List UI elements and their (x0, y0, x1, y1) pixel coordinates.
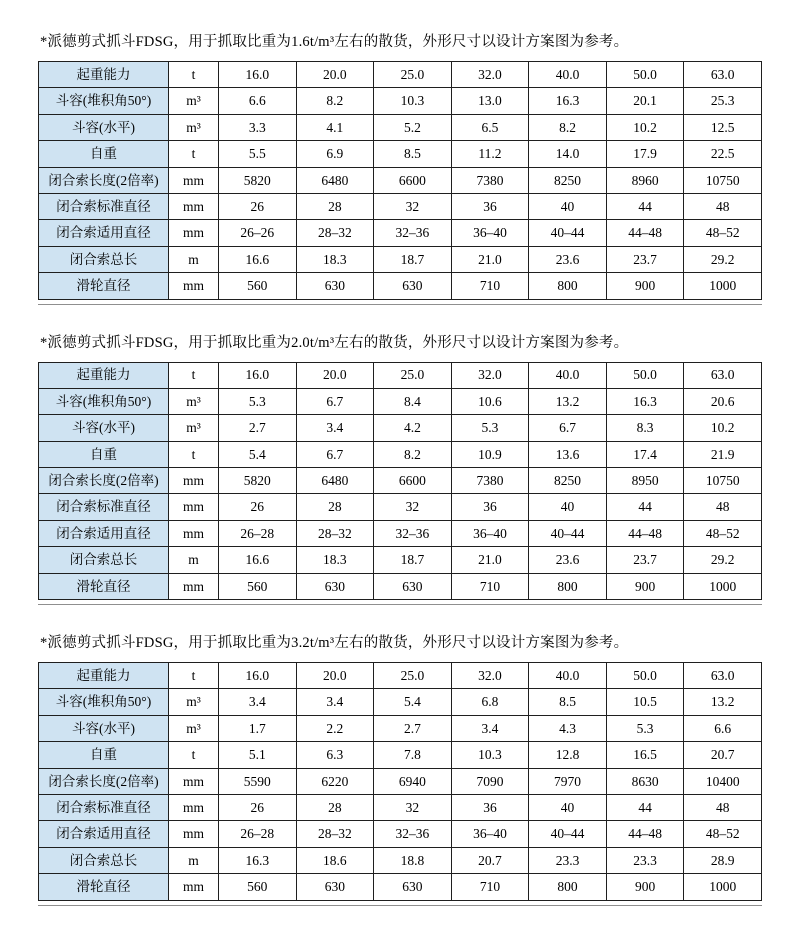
value-cell: 26 (219, 494, 297, 520)
value-cell: 10.6 (451, 388, 529, 414)
value-cell: 29.2 (684, 547, 762, 573)
value-cell: 16.3 (219, 847, 297, 873)
spec-section-2 (38, 334, 762, 606)
value-cell: 630 (374, 874, 452, 900)
row-label: 闭合索总长 (39, 547, 169, 573)
value-cell: 23.6 (529, 246, 607, 272)
table-underline (38, 362, 762, 606)
value-cell: 16.5 (606, 742, 684, 768)
spec-table (38, 61, 762, 300)
row-label: 斗容(堆积角50°) (39, 388, 169, 414)
table-row (39, 794, 762, 820)
value-cell: 48–52 (684, 220, 762, 246)
table-row (39, 273, 762, 299)
value-cell: 6.8 (451, 689, 529, 715)
value-cell: 40–44 (529, 520, 607, 546)
value-cell: 48 (684, 794, 762, 820)
value-cell: 8250 (529, 468, 607, 494)
table-row (39, 114, 762, 140)
value-cell: 6.3 (296, 742, 374, 768)
value-cell: 32.0 (451, 62, 529, 88)
value-cell: 16.0 (219, 62, 297, 88)
value-cell: 3.4 (219, 689, 297, 715)
value-cell: 5.4 (374, 689, 452, 715)
value-cell: 8630 (606, 768, 684, 794)
value-cell: 40 (529, 494, 607, 520)
value-cell: 48 (684, 193, 762, 219)
row-unit: mm (169, 273, 219, 299)
value-cell: 20.0 (296, 362, 374, 388)
row-unit: m³ (169, 689, 219, 715)
value-cell: 5.3 (606, 715, 684, 741)
value-cell: 16.0 (219, 663, 297, 689)
value-cell: 25.3 (684, 88, 762, 114)
value-cell: 50.0 (606, 663, 684, 689)
value-cell: 48 (684, 494, 762, 520)
value-cell: 6.6 (219, 88, 297, 114)
value-cell: 5820 (219, 167, 297, 193)
spec-table (38, 662, 762, 901)
value-cell: 40.0 (529, 62, 607, 88)
value-cell: 6480 (296, 468, 374, 494)
value-cell: 32–36 (374, 520, 452, 546)
value-cell: 16.6 (219, 547, 297, 573)
table-caption: *派德剪式抓斗FDSG，用于抓取比重为1.6t/m³左右的散货，外形尺寸以设计方案图为参考。 (40, 34, 629, 50)
row-unit: t (169, 441, 219, 467)
value-cell: 13.2 (529, 388, 607, 414)
value-cell: 13.2 (684, 689, 762, 715)
value-cell: 36–40 (451, 220, 529, 246)
value-cell: 23.3 (606, 847, 684, 873)
row-label: 闭合索适用直径 (39, 520, 169, 546)
value-cell: 8.2 (296, 88, 374, 114)
value-cell: 28 (296, 193, 374, 219)
value-cell: 5590 (219, 768, 297, 794)
table-row (39, 663, 762, 689)
value-cell: 63.0 (684, 62, 762, 88)
value-cell: 44 (606, 193, 684, 219)
value-cell: 560 (219, 573, 297, 599)
table-row (39, 362, 762, 388)
table-row (39, 742, 762, 768)
value-cell: 26–28 (219, 520, 297, 546)
value-cell: 13.0 (451, 88, 529, 114)
value-cell: 32 (374, 193, 452, 219)
table-row (39, 415, 762, 441)
row-unit: t (169, 141, 219, 167)
value-cell: 36–40 (451, 821, 529, 847)
value-cell: 40 (529, 193, 607, 219)
value-cell: 50.0 (606, 62, 684, 88)
row-unit: mm (169, 874, 219, 900)
value-cell: 4.2 (374, 415, 452, 441)
value-cell: 48–52 (684, 821, 762, 847)
value-cell: 6600 (374, 468, 452, 494)
value-cell: 26–28 (219, 821, 297, 847)
value-cell: 29.2 (684, 246, 762, 272)
table-caption: *派德剪式抓斗FDSG，用于抓取比重为3.2t/m³左右的散货，外形尺寸以设计方案图为参考。 (40, 635, 629, 652)
row-label: 自重 (39, 742, 169, 768)
value-cell: 10.5 (606, 689, 684, 715)
value-cell: 2.7 (219, 415, 297, 441)
value-cell: 18.3 (296, 246, 374, 272)
value-cell: 10.3 (451, 742, 529, 768)
value-cell: 16.3 (606, 388, 684, 414)
row-label: 起重能力 (39, 663, 169, 689)
value-cell: 32 (374, 494, 452, 520)
value-cell: 36 (451, 794, 529, 820)
value-cell: 36 (451, 494, 529, 520)
value-cell: 28–32 (296, 520, 374, 546)
table-row (39, 768, 762, 794)
value-cell: 63.0 (684, 362, 762, 388)
value-cell: 3.4 (296, 415, 374, 441)
row-unit: t (169, 62, 219, 88)
table-row (39, 494, 762, 520)
spec-section-1 (38, 33, 762, 305)
value-cell: 7380 (451, 167, 529, 193)
table-row (39, 167, 762, 193)
value-cell: 16.0 (219, 362, 297, 388)
value-cell: 44–48 (606, 520, 684, 546)
value-cell: 28–32 (296, 821, 374, 847)
value-cell: 6.5 (451, 114, 529, 140)
value-cell: 630 (296, 874, 374, 900)
value-cell: 5.3 (219, 388, 297, 414)
row-unit: m³ (169, 415, 219, 441)
value-cell: 25.0 (374, 62, 452, 88)
value-cell: 10400 (684, 768, 762, 794)
row-unit: mm (169, 494, 219, 520)
value-cell: 6.9 (296, 141, 374, 167)
table-row (39, 573, 762, 599)
value-cell: 32 (374, 794, 452, 820)
row-label: 闭合索标准直径 (39, 193, 169, 219)
value-cell: 32–36 (374, 821, 452, 847)
value-cell: 13.6 (529, 441, 607, 467)
value-cell: 17.4 (606, 441, 684, 467)
row-label: 斗容(堆积角50°) (39, 689, 169, 715)
table-row (39, 441, 762, 467)
row-label: 闭合索长度(2倍率) (39, 768, 169, 794)
table-row (39, 874, 762, 900)
row-label: 闭合索总长 (39, 246, 169, 272)
table-row (39, 715, 762, 741)
row-label: 斗容(堆积角50°) (39, 88, 169, 114)
row-label: 闭合索长度(2倍率) (39, 468, 169, 494)
value-cell: 48–52 (684, 520, 762, 546)
row-label: 闭合索长度(2倍率) (39, 167, 169, 193)
value-cell: 40–44 (529, 220, 607, 246)
value-cell: 16.3 (529, 88, 607, 114)
value-cell: 1.7 (219, 715, 297, 741)
value-cell: 8.5 (529, 689, 607, 715)
value-cell: 6940 (374, 768, 452, 794)
value-cell: 20.6 (684, 388, 762, 414)
row-unit: m³ (169, 114, 219, 140)
value-cell: 800 (529, 273, 607, 299)
table-row (39, 689, 762, 715)
value-cell: 900 (606, 273, 684, 299)
value-cell: 10.3 (374, 88, 452, 114)
table-caption: *派德剪式抓斗FDSG，用于抓取比重为2.0t/m³左右的散货，外形尺寸以设计方案图为参考。 (40, 334, 629, 351)
table-row (39, 62, 762, 88)
value-cell: 4.3 (529, 715, 607, 741)
value-cell: 22.5 (684, 141, 762, 167)
value-cell: 8.4 (374, 388, 452, 414)
spec-table (38, 362, 762, 601)
row-label: 起重能力 (39, 362, 169, 388)
value-cell: 5.5 (219, 141, 297, 167)
value-cell: 10750 (684, 167, 762, 193)
row-label: 闭合索标准直径 (39, 794, 169, 820)
value-cell: 10.2 (606, 114, 684, 140)
row-unit: m (169, 246, 219, 272)
row-label: 闭合索总长 (39, 847, 169, 873)
value-cell: 1000 (684, 273, 762, 299)
value-cell: 7090 (451, 768, 529, 794)
value-cell: 25.0 (374, 663, 452, 689)
value-cell: 63.0 (684, 663, 762, 689)
value-cell: 900 (606, 874, 684, 900)
value-cell: 4.1 (296, 114, 374, 140)
value-cell: 18.7 (374, 547, 452, 573)
value-cell: 36–40 (451, 520, 529, 546)
value-cell: 7970 (529, 768, 607, 794)
value-cell: 6.7 (529, 415, 607, 441)
value-cell: 6.7 (296, 441, 374, 467)
value-cell: 26 (219, 794, 297, 820)
table-row (39, 88, 762, 114)
value-cell: 3.4 (296, 689, 374, 715)
value-cell: 8.2 (374, 441, 452, 467)
value-cell: 8950 (606, 468, 684, 494)
value-cell: 23.6 (529, 547, 607, 573)
value-cell: 1000 (684, 573, 762, 599)
value-cell: 5820 (219, 468, 297, 494)
value-cell: 6.7 (296, 388, 374, 414)
row-unit: t (169, 362, 219, 388)
value-cell: 28.9 (684, 847, 762, 873)
value-cell: 8250 (529, 167, 607, 193)
value-cell: 40–44 (529, 821, 607, 847)
row-unit: mm (169, 167, 219, 193)
value-cell: 710 (451, 273, 529, 299)
table-underline (38, 61, 762, 305)
value-cell: 6220 (296, 768, 374, 794)
row-unit: t (169, 742, 219, 768)
value-cell: 28 (296, 794, 374, 820)
table-row (39, 520, 762, 546)
value-cell: 800 (529, 874, 607, 900)
row-unit: t (169, 663, 219, 689)
row-label: 自重 (39, 441, 169, 467)
table-row (39, 547, 762, 573)
value-cell: 6.6 (684, 715, 762, 741)
value-cell: 630 (296, 273, 374, 299)
row-unit: mm (169, 468, 219, 494)
value-cell: 23.7 (606, 246, 684, 272)
value-cell: 10750 (684, 468, 762, 494)
value-cell: 23.7 (606, 547, 684, 573)
value-cell: 800 (529, 573, 607, 599)
value-cell: 20.7 (684, 742, 762, 768)
value-cell: 36 (451, 193, 529, 219)
row-label: 滑轮直径 (39, 573, 169, 599)
value-cell: 710 (451, 573, 529, 599)
row-unit: m (169, 547, 219, 573)
value-cell: 630 (374, 573, 452, 599)
value-cell: 44–48 (606, 220, 684, 246)
value-cell: 5.4 (219, 441, 297, 467)
row-unit: mm (169, 193, 219, 219)
row-unit: mm (169, 768, 219, 794)
row-label: 闭合索适用直径 (39, 821, 169, 847)
value-cell: 6600 (374, 167, 452, 193)
value-cell: 40 (529, 794, 607, 820)
row-unit: mm (169, 220, 219, 246)
value-cell: 20.0 (296, 62, 374, 88)
value-cell: 710 (451, 874, 529, 900)
table-underline (38, 662, 762, 906)
value-cell: 18.6 (296, 847, 374, 873)
value-cell: 900 (606, 573, 684, 599)
value-cell: 5.3 (451, 415, 529, 441)
table-row (39, 193, 762, 219)
value-cell: 8.2 (529, 114, 607, 140)
row-label: 斗容(水平) (39, 114, 169, 140)
row-label: 自重 (39, 141, 169, 167)
table-row (39, 220, 762, 246)
row-unit: m³ (169, 88, 219, 114)
value-cell: 3.3 (219, 114, 297, 140)
table-row (39, 468, 762, 494)
value-cell: 5.2 (374, 114, 452, 140)
value-cell: 6480 (296, 167, 374, 193)
row-unit: mm (169, 794, 219, 820)
value-cell: 44 (606, 494, 684, 520)
value-cell: 18.8 (374, 847, 452, 873)
value-cell: 20.0 (296, 663, 374, 689)
table-row (39, 246, 762, 272)
value-cell: 28 (296, 494, 374, 520)
value-cell: 12.8 (529, 742, 607, 768)
value-cell: 21.0 (451, 246, 529, 272)
row-label: 斗容(水平) (39, 415, 169, 441)
row-label: 闭合索适用直径 (39, 220, 169, 246)
value-cell: 10.9 (451, 441, 529, 467)
value-cell: 8.3 (606, 415, 684, 441)
row-unit: m (169, 847, 219, 873)
table-row (39, 821, 762, 847)
value-cell: 44–48 (606, 821, 684, 847)
table-row (39, 141, 762, 167)
value-cell: 20.7 (451, 847, 529, 873)
row-label: 斗容(水平) (39, 715, 169, 741)
row-unit: mm (169, 573, 219, 599)
row-unit: m³ (169, 388, 219, 414)
value-cell: 14.0 (529, 141, 607, 167)
value-cell: 8960 (606, 167, 684, 193)
value-cell: 7.8 (374, 742, 452, 768)
row-label: 闭合索标准直径 (39, 494, 169, 520)
value-cell: 10.2 (684, 415, 762, 441)
value-cell: 44 (606, 794, 684, 820)
value-cell: 630 (296, 573, 374, 599)
value-cell: 12.5 (684, 114, 762, 140)
value-cell: 26–26 (219, 220, 297, 246)
value-cell: 20.1 (606, 88, 684, 114)
value-cell: 5.1 (219, 742, 297, 768)
value-cell: 21.9 (684, 441, 762, 467)
row-label: 滑轮直径 (39, 874, 169, 900)
row-label: 滑轮直径 (39, 273, 169, 299)
value-cell: 21.0 (451, 547, 529, 573)
value-cell: 28–32 (296, 220, 374, 246)
value-cell: 2.2 (296, 715, 374, 741)
value-cell: 2.7 (374, 715, 452, 741)
value-cell: 560 (219, 273, 297, 299)
value-cell: 18.7 (374, 246, 452, 272)
value-cell: 7380 (451, 468, 529, 494)
value-cell: 8.5 (374, 141, 452, 167)
value-cell: 26 (219, 193, 297, 219)
value-cell: 40.0 (529, 362, 607, 388)
value-cell: 32.0 (451, 362, 529, 388)
row-unit: mm (169, 821, 219, 847)
table-row (39, 388, 762, 414)
value-cell: 18.3 (296, 547, 374, 573)
value-cell: 32–36 (374, 220, 452, 246)
table-row (39, 847, 762, 873)
value-cell: 1000 (684, 874, 762, 900)
value-cell: 16.6 (219, 246, 297, 272)
row-unit: m³ (169, 715, 219, 741)
value-cell: 50.0 (606, 362, 684, 388)
row-label: 起重能力 (39, 62, 169, 88)
value-cell: 17.9 (606, 141, 684, 167)
value-cell: 25.0 (374, 362, 452, 388)
row-unit: mm (169, 520, 219, 546)
value-cell: 23.3 (529, 847, 607, 873)
value-cell: 3.4 (451, 715, 529, 741)
value-cell: 40.0 (529, 663, 607, 689)
value-cell: 11.2 (451, 141, 529, 167)
value-cell: 630 (374, 273, 452, 299)
value-cell: 560 (219, 874, 297, 900)
value-cell: 32.0 (451, 663, 529, 689)
spec-section-3 (38, 634, 762, 906)
